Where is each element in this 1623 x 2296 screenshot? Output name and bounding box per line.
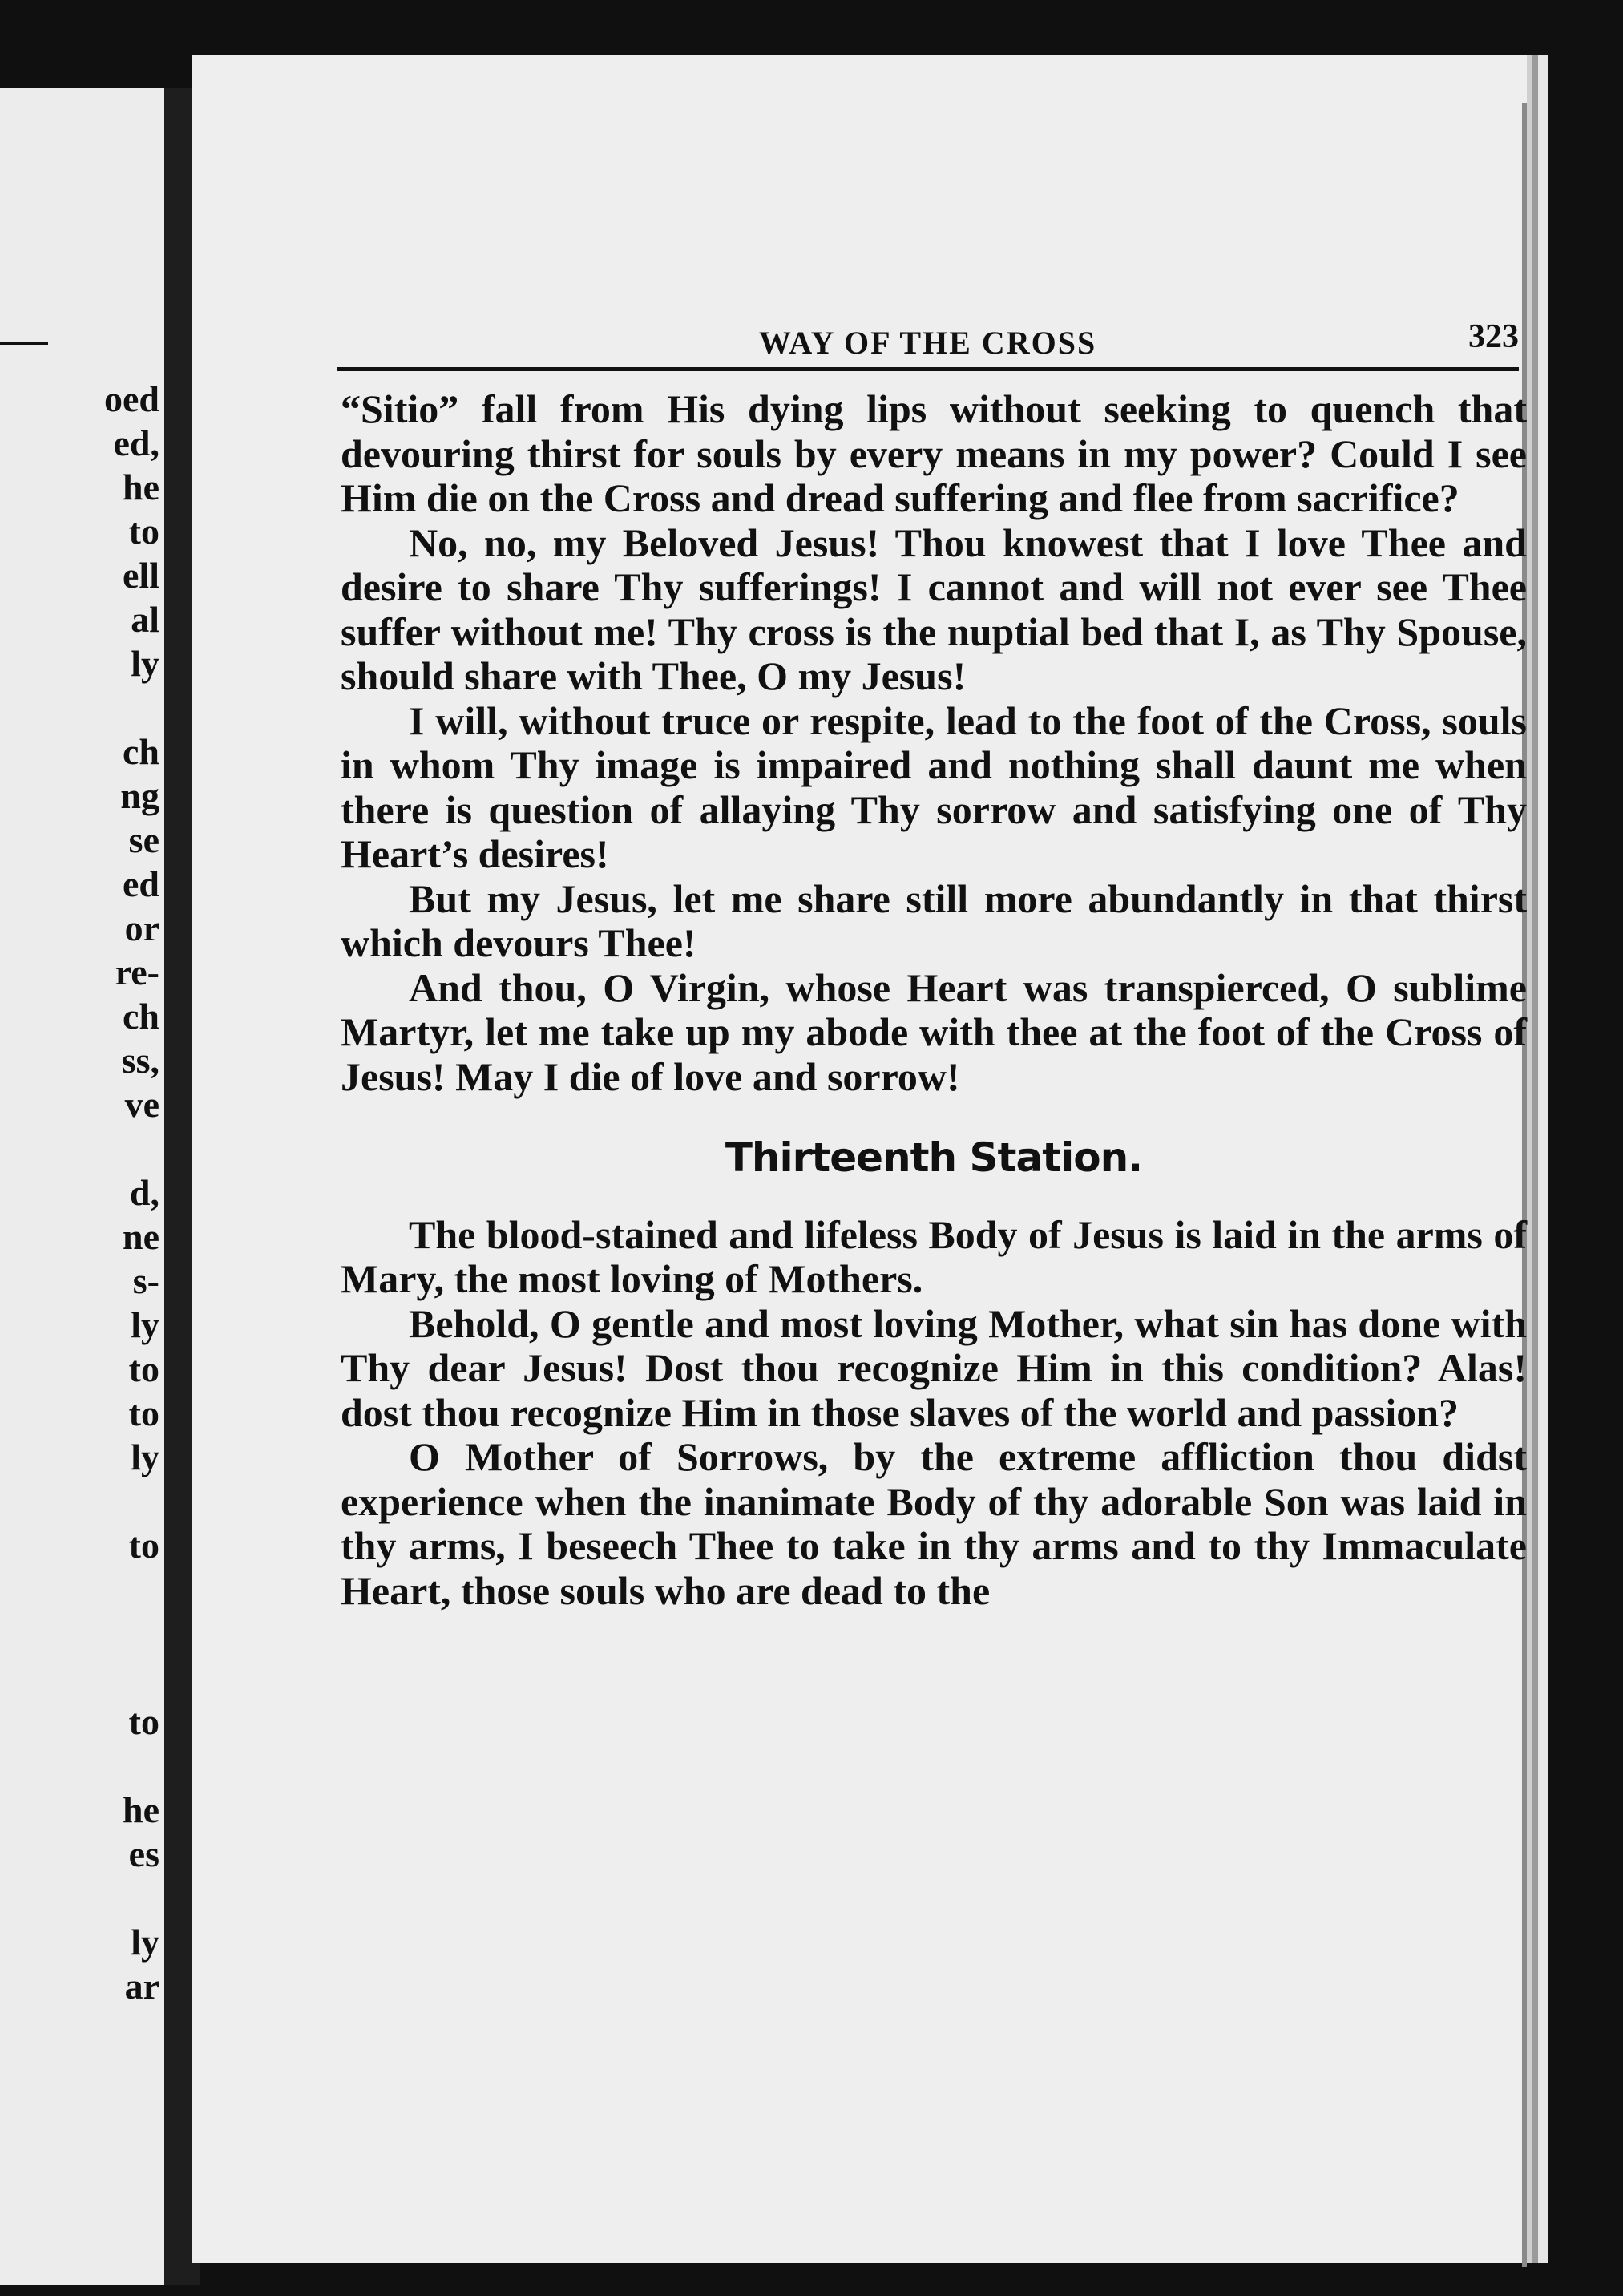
previous-page-line: ly [131, 643, 159, 684]
paragraph: The blood-stained and lifeless Body of Jesus is laid in the arms of Mary, the most loving of Mothers. [341, 1211, 1527, 1301]
previous-page-line: to [128, 1525, 159, 1566]
previous-page-line: d, [129, 1172, 159, 1213]
previous-page-line: he [123, 1789, 159, 1830]
previous-page-edge [0, 88, 164, 2285]
paragraph: I will, without truce or respite, lead to the foot of the Cross, souls in whom Thy image is impaired and nothing shall daunt me when there is question of allaying Thy sorrow and satisfying one of Thy Heart’s desires! [341, 697, 1527, 876]
page-body [341, 387, 1527, 1613]
previous-page-line: ar [124, 1966, 159, 2007]
paragraph: O Mother of Sorrows, by the extreme affliction thou didst experience when the inanimate Body of thy adorable Son was laid in thy arms, I beseech Thee to take in thy arms and to thy Immaculate Heart, those souls who are dead to the [341, 1434, 1527, 1613]
previous-page-line: ss, [121, 1040, 159, 1081]
previous-page-line: to [128, 1393, 159, 1433]
previous-page-line: s- [132, 1260, 159, 1301]
previous-page-line: to [128, 1701, 159, 1742]
paragraph: No, no, my Beloved Jesus! Thou knowest that I love Thee and desire to share Thy sufferings! I cannot and will not ever see Thee suffer without me! Thy cross is the nuptial bed that I, as Thy Spouse, should share with Thee, O my Jesus! [341, 519, 1527, 698]
previous-page-line: ell [123, 555, 159, 596]
previous-page-line: to [128, 1348, 159, 1389]
paragraph: But my Jesus, let me share still more abundantly in that thirst which devours Thee! [341, 875, 1527, 965]
previous-page-line: ed, [113, 422, 159, 463]
paragraph: And thou, O Virgin, whose Heart was transpierced, O sublime Martyr, let me take up my abode with thee at the foot of the Cross of Jesus! May I die of love and sorrow! [341, 964, 1527, 1099]
previous-page-line: ne [123, 1216, 159, 1257]
page-header [337, 271, 1519, 371]
previous-page-line: se [128, 819, 159, 860]
previous-page-line: ng [120, 775, 159, 816]
previous-page-line: ed [123, 863, 159, 904]
previous-page-line: ly [131, 1437, 159, 1477]
book-page [192, 55, 1527, 2263]
paragraph: Behold, O gentle and most loving Mother, what sin has done with Thy dear Jesus! Dost thou recognize Him in this condition? Alas! dost thou recognize Him in those slaves of the world and passion? [341, 1300, 1527, 1435]
previous-page-line: oed [104, 378, 159, 419]
previous-page-line: or [124, 907, 159, 948]
previous-page-line: ch [123, 996, 159, 1037]
paragraph: “Sitio” fall from His dying lips without seeking to quench that devouring thirst for souls by every means in my power? Could I see Him die on the Cross and dread suffering and flee from sacrifice? [341, 386, 1527, 520]
previous-page-line: es [128, 1833, 159, 1874]
previous-page-line: he [123, 467, 159, 507]
page-number: 323 [1468, 318, 1519, 355]
station-heading: Thirteenth Station. [725, 1134, 1143, 1181]
previous-page-line: al [131, 599, 159, 640]
previous-page-line: ly [131, 1304, 159, 1345]
running-head: WAY OF THE CROSS [758, 325, 1097, 361]
previous-page-line: to [128, 511, 159, 552]
previous-page-line: ly [131, 1922, 159, 1963]
previous-page-rule [0, 342, 48, 345]
previous-page-line: ch [123, 731, 159, 772]
previous-page-line: re- [115, 952, 159, 992]
previous-page-line: ve [124, 1084, 159, 1125]
